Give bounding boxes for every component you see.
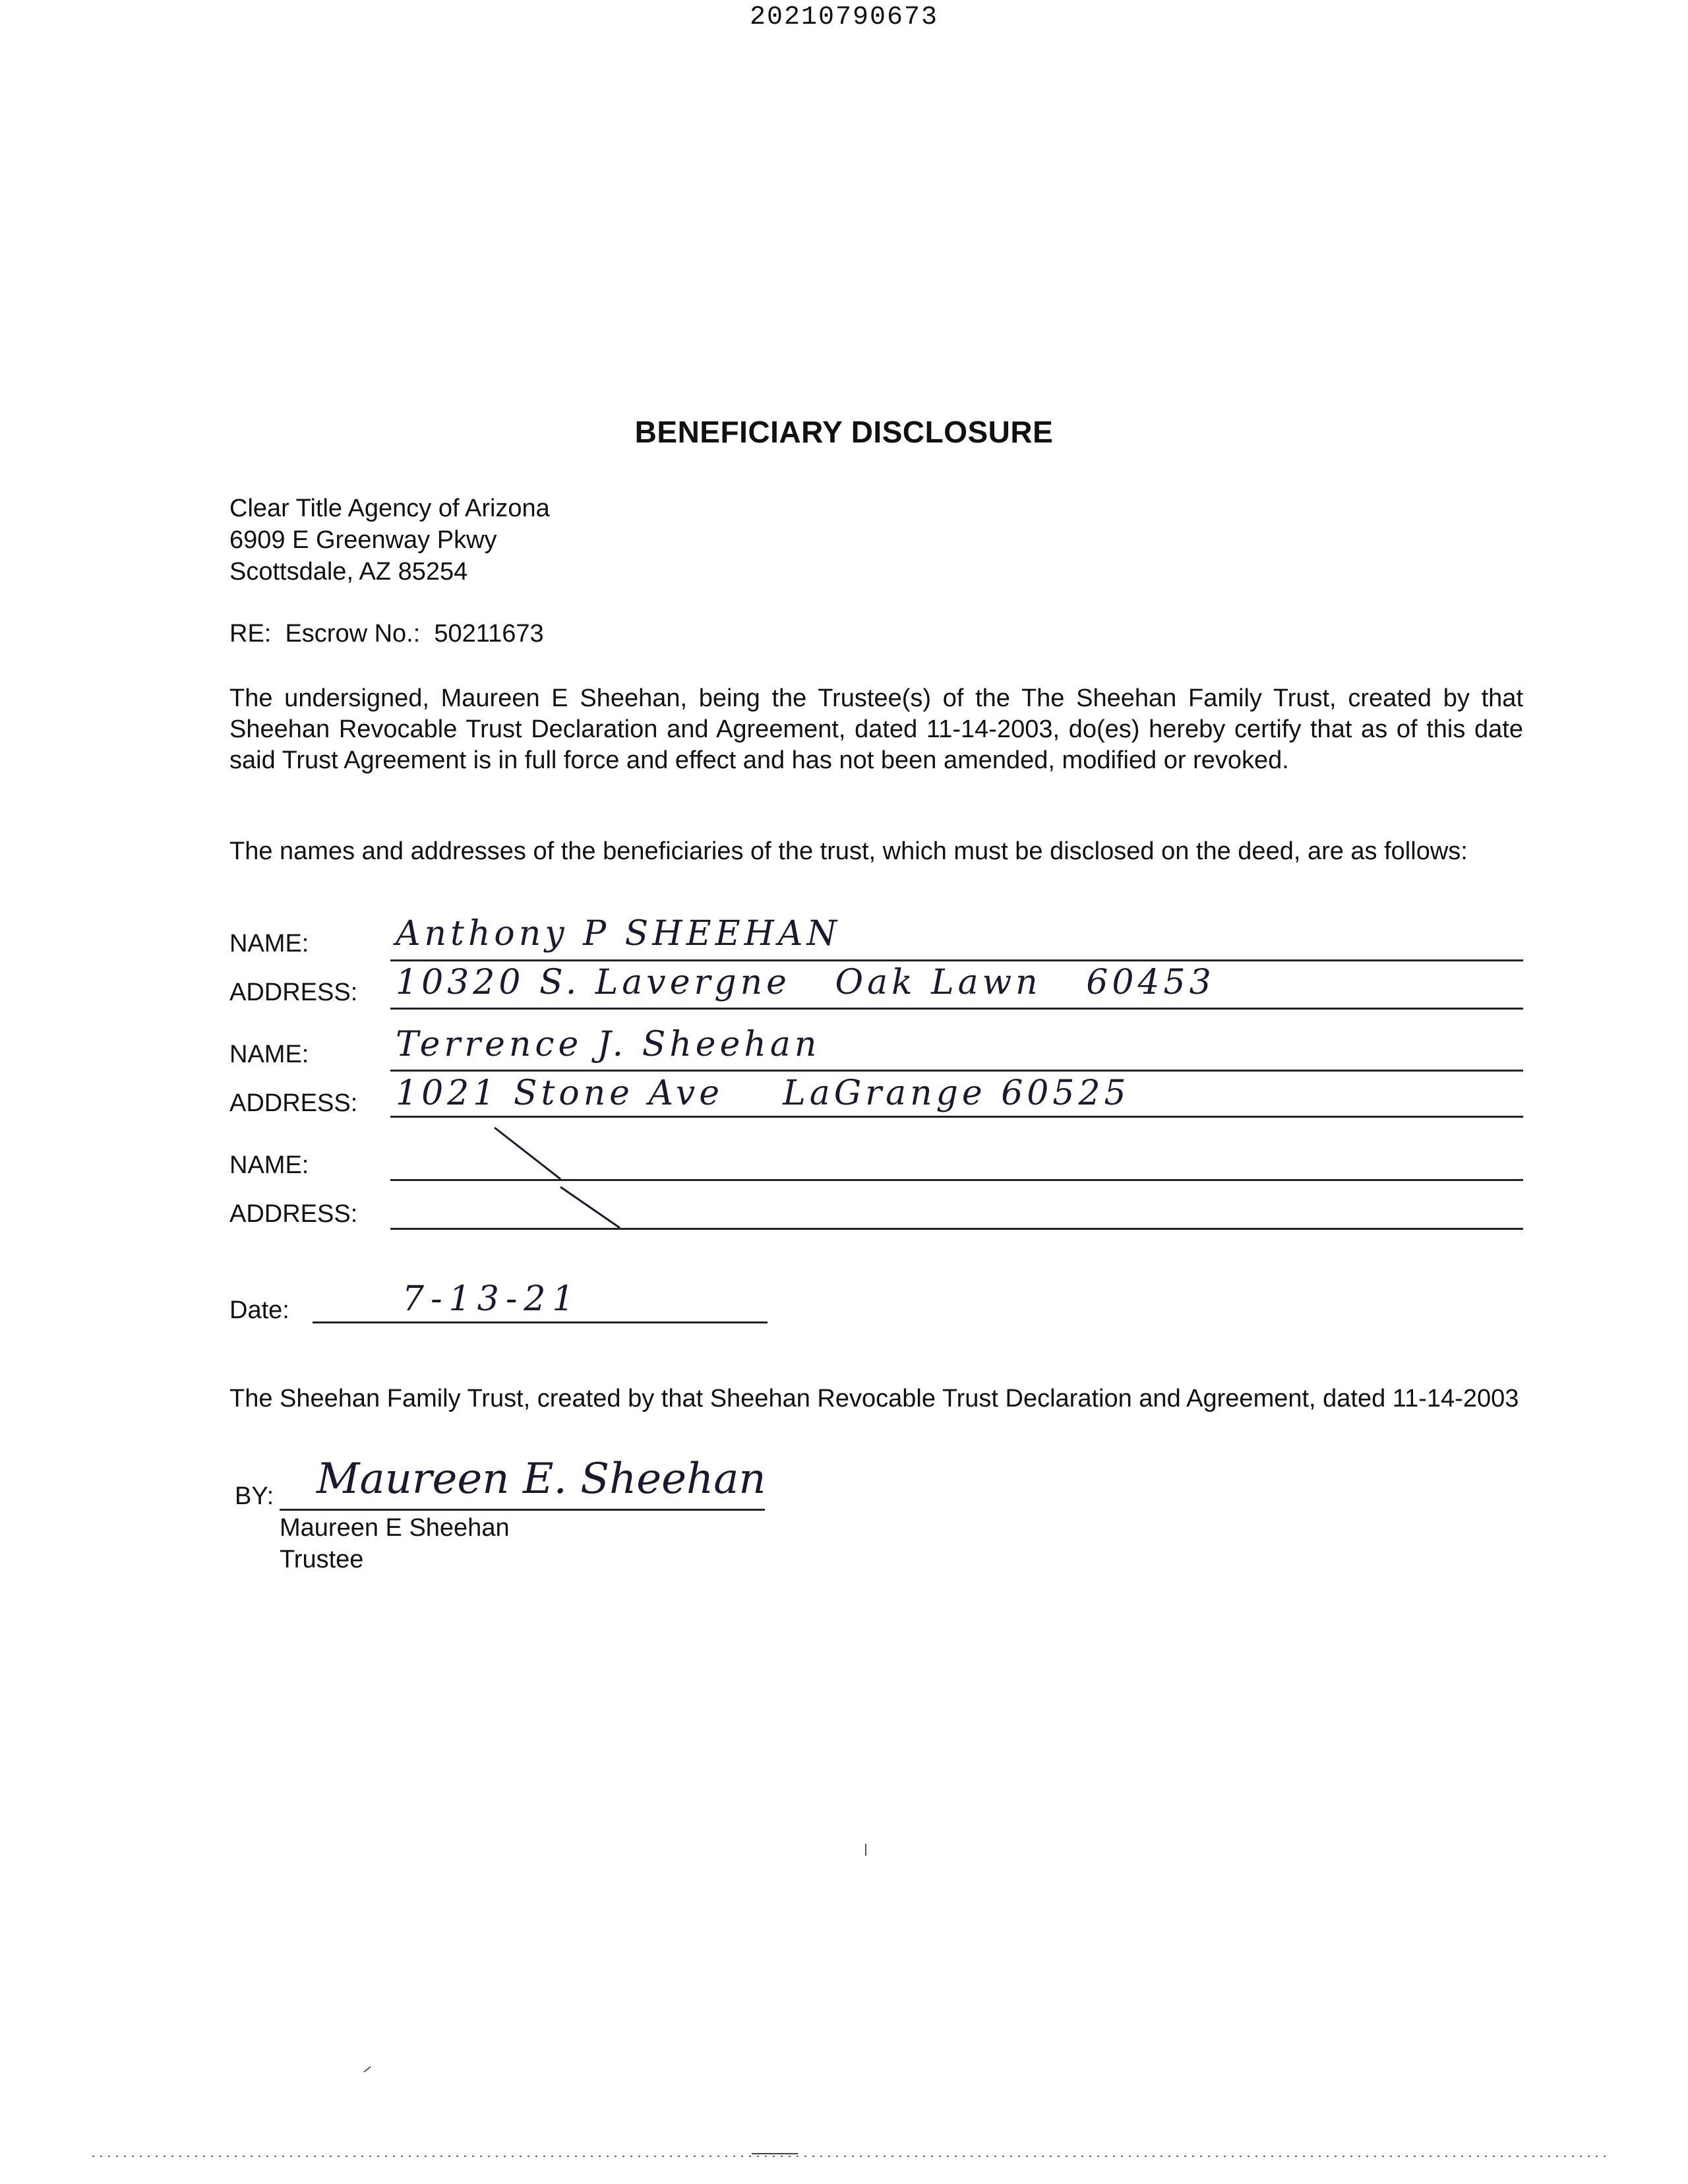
beneficiary-2-address-handwritten: 1021 Stone Ave LaGrange 60525 <box>396 1074 1130 1113</box>
beneficiary-2-address-label: ADDRESS: <box>229 1089 358 1117</box>
beneficiary-2-name-handwritten: Terrence J. Sheehan <box>396 1025 821 1064</box>
signer-title: Trustee <box>280 1546 364 1573</box>
by-label: BY: <box>235 1482 274 1510</box>
beneficiary-3-name-label: NAME: <box>229 1151 309 1179</box>
date-handwritten: 7-13-21 <box>402 1279 581 1319</box>
recipient-address-block <box>229 493 550 588</box>
beneficiary-2-name-line <box>390 1070 1523 1072</box>
page-title: BENEFICIARY DISCLOSURE <box>634 415 1054 449</box>
scan-edge-noise <box>92 2148 1609 2162</box>
date-label: Date: <box>229 1296 289 1324</box>
beneficiary-1-name-line <box>390 959 1523 961</box>
beneficiary-1-name-label: NAME: <box>229 930 309 957</box>
date-line <box>313 1321 768 1323</box>
beneficiary-1-address-handwritten: 10320 S. Lavergne Oak Lawn 60453 <box>396 963 1215 1002</box>
beneficiary-2-address-line <box>390 1116 1523 1118</box>
signature-handwritten: Maureen E. Sheehan <box>316 1455 766 1503</box>
scan-speck <box>864 1842 868 1858</box>
beneficiary-2-name-label: NAME: <box>229 1041 309 1068</box>
recipient-line-2: 6909 E Greenway Pkwy <box>229 526 497 554</box>
escrow-reference: RE: Escrow No.: 50211673 <box>229 620 544 648</box>
recipient-line-3: Scottsdale, AZ 85254 <box>229 558 468 586</box>
signature-line <box>280 1509 765 1511</box>
beneficiary-1-address-line <box>390 1008 1523 1010</box>
closing-paragraph: The Sheehan Family Trust, created by that Sheehan Revocable Trust Declaration and Agreement, dated 11-14-2003 <box>229 1385 1519 1412</box>
strike-through-mark <box>488 1121 646 1240</box>
recipient-line-1: Clear Title Agency of Arizona <box>229 495 550 522</box>
certification-paragraph: The undersigned, Maureen E Sheehan, being the Trustee(s) of the The Sheehan Family Trust, created by that Sheehan Revocable Trust Declaration and Agreement, dated 11-14-2003, do(es) hereby certify that as of this date said Trust Agreement is in full force and effect and has not been amended, modified or revoked. <box>229 684 1523 774</box>
beneficiaries-intro: The names and addresses of the beneficiaries of the trust, which must be disclosed on the deed, are as follows: <box>229 837 1468 865</box>
beneficiary-1-address-label: ADDRESS: <box>229 979 358 1006</box>
scan-speck <box>361 2063 375 2076</box>
signer-name: Maureen E Sheehan <box>280 1514 510 1542</box>
beneficiary-1-name-handwritten: Anthony P SHEEHAN <box>396 914 841 954</box>
document-number: 20210790673 <box>749 3 939 32</box>
beneficiary-3-address-label: ADDRESS: <box>229 1200 358 1228</box>
